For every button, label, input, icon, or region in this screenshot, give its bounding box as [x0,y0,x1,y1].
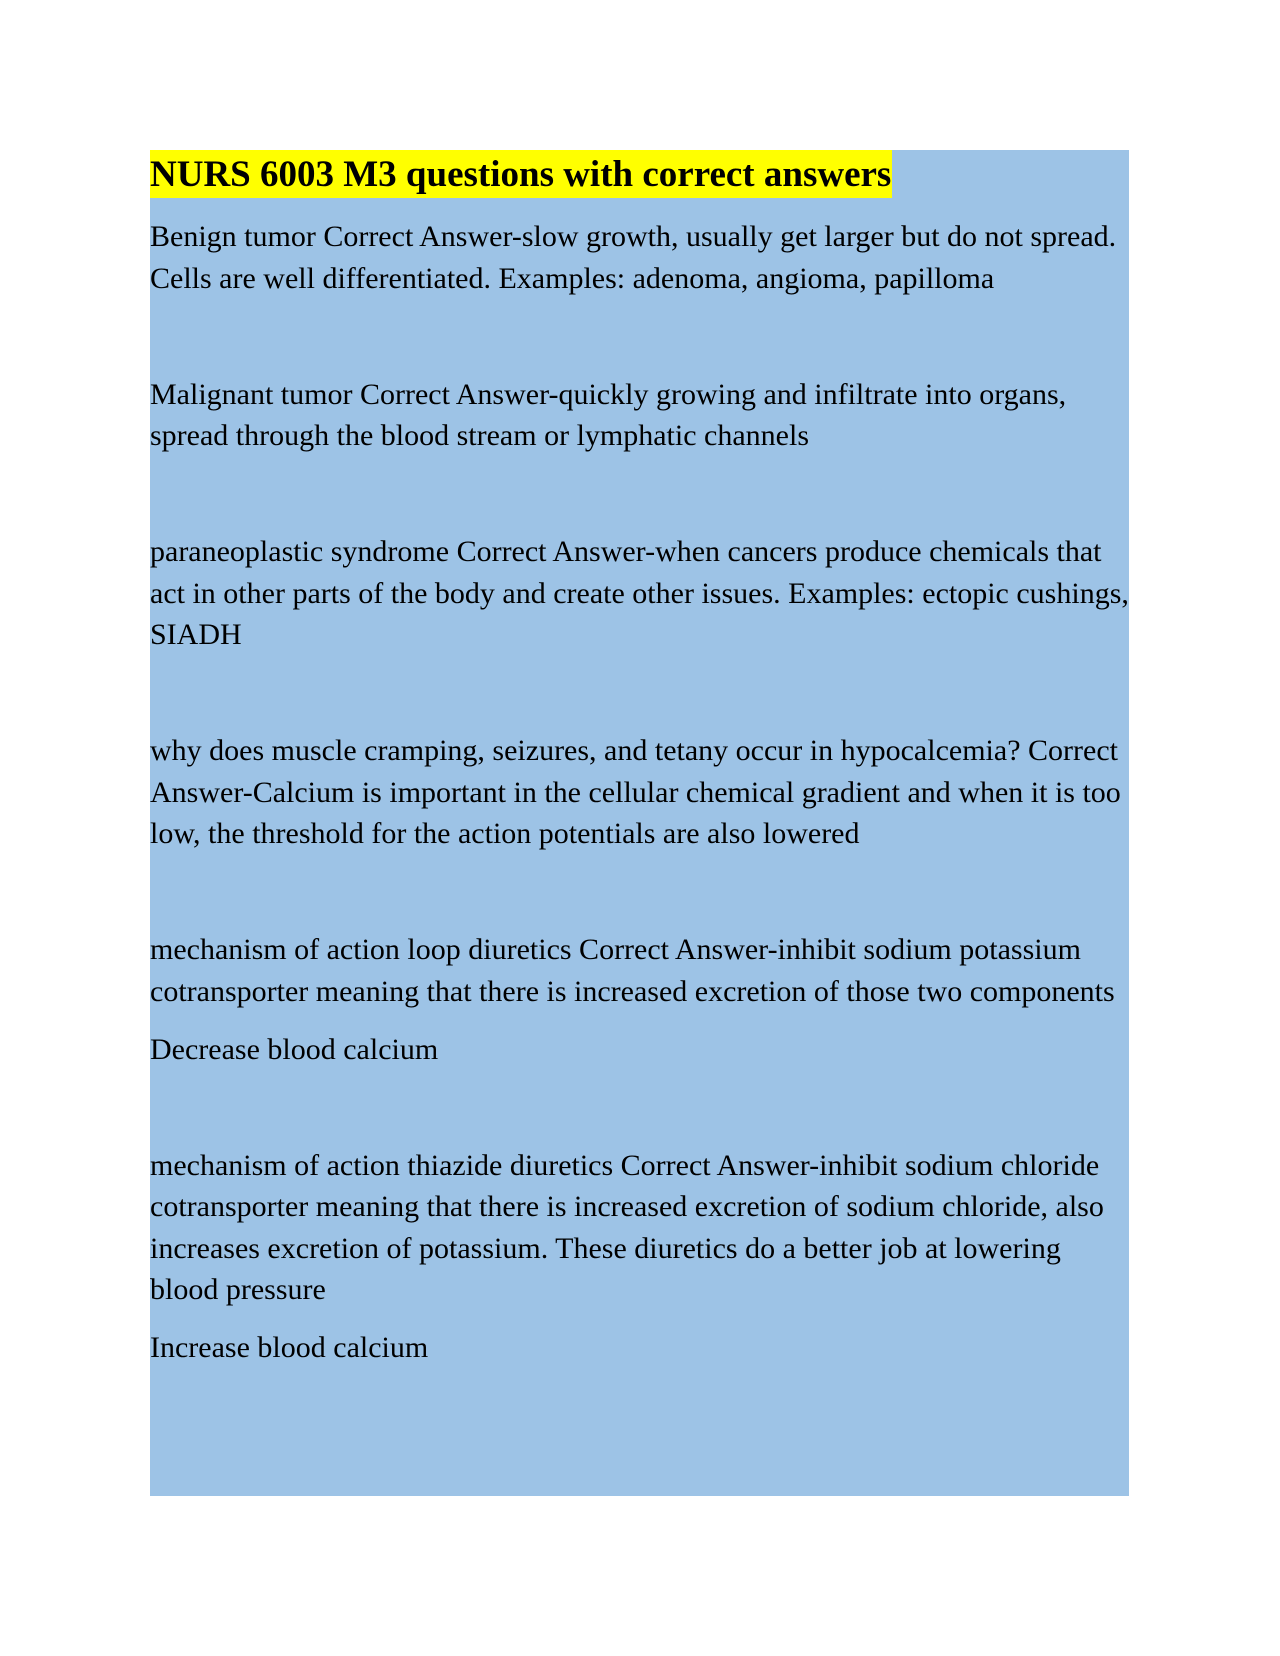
qa-paraneoplastic-syndrome: paraneoplastic syndrome Correct Answer-when cancers produce chemicals that act in other parts of the body and create other issues. Examples: ectopic cushings, SIADH [150,535,1129,651]
question-answer-list [150,216,1129,1369]
empty-paragraph [150,871,1129,913]
highlighted-content-block [150,150,1129,1496]
qa-malignant-tumor: Malignant tumor Correct Answer-quickly growing and infiltrate into organs, spread through the blood stream or lymphatic channels [150,377,1067,452]
qa-hypocalcemia: why does muscle cramping, seizures, and tetany occur in hypocalcemia? Correct Answer-Calcium is important in the cellular chemical gradient and when it is too low, the threshold for the action potentials are also lowered [150,734,1121,850]
qa-thiazide-diuretics: mechanism of action thiazide diuretics Correct Answer-inhibit sodium chloride cotransporter meaning that there is increased excretion of sodium chloride, also increases excretion of potassium. These diuretics do a better job at lowering blood pressure [150,1148,1104,1306]
thiazide-diuretics-calcium-effect: Increase blood calcium [150,1331,429,1364]
empty-paragraph [150,1087,1129,1129]
loop-diuretics-calcium-effect: Decrease blood calcium [150,1032,439,1066]
qa-loop-diuretics: mechanism of action loop diuretics Correct Answer-inhibit sodium potassium cotransporter meaning that there is increased excretion of those two components [150,933,1115,1008]
empty-paragraph [150,672,1129,714]
qa-benign-tumor: Benign tumor Correct Answer-slow growth, usually get larger but do not spread. Cells are well differentiated. Examples: adenoma, angioma, papilloma [150,220,1117,295]
empty-paragraph [150,316,1129,358]
document-title: NURS 6003 M3 questions with correct answers [150,150,892,198]
empty-paragraph [150,473,1129,515]
document-title-line [150,150,1129,198]
